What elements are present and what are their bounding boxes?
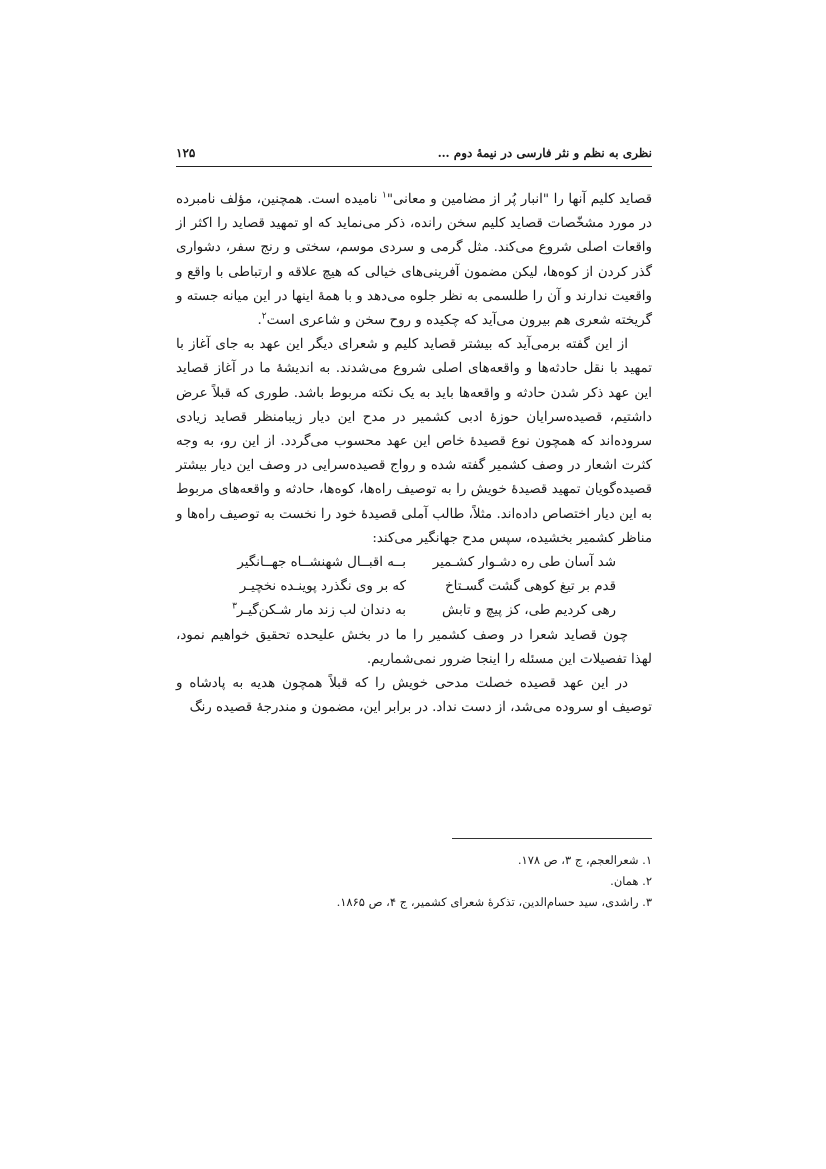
running-title: نظری به نظم و نثر فارسی در نیمهٔ دوم … <box>437 146 652 160</box>
poem-verses <box>176 551 652 624</box>
paragraph-1: قصاید کلیم آنها را "انبار پُر از مضامین و معانی"$^۱$ نامیده است. همچنین، مؤلف نامبرده در مورد مشخّصات قصاید کلیم سخن رانده، ذکر می‌نماید که او تمهید قصاید را اکثر از واقعات اصلی شروع می‌کند. مثل گرمی و سردی موسم، سختی و رنج سفر، دشواری گذر کردن از کوه‌ها، لیکن مضمون آفرینی‌های خیالی که هیچ علاقه و ارتباطی با واقع و واقعیت ندارند و آن را طلسمی به نظر جلوه می‌دهد و با همهٔ اینها در این میانه جسته و گریخته شعری هم بیرون می‌آید که چکیده و روح سخن و شاعری است$^۲$. <box>176 190 652 329</box>
page-header <box>176 143 652 163</box>
verse-hemistich-first: قدم بر تیغ کوهی گشت گسـتاخ <box>444 579 616 595</box>
footnote-item: ۳. راشدی، سید حسام‌الدین، تذکرهٔ شعرای کشمیر، ج ۴، ص ۱۸۶۵. <box>336 895 652 909</box>
paragraph-4: در این عهد قصیده خصلت مدحی خویش را که قبلاً همچون هدیه به پادشاه و توصیف او سروده می‌شد، از دست نداد. در برابر این، مضمون و مندرجهٔ قصیده رنگ <box>176 676 652 716</box>
header-rule <box>176 166 652 167</box>
footnote-ref-1: ۱ <box>382 190 387 201</box>
footnotes <box>176 850 652 913</box>
verse-hemistich-first: شد آسان طی ره دشـوار کشـمیر <box>432 555 616 571</box>
verse-hemistich-second: که بر وی نگذرد پوینـده نخچیـر <box>239 579 406 595</box>
footnote-item: ۲. همان. <box>610 874 652 888</box>
paragraph-2: از این گفته برمی‌آید که بیشتر قصاید کلیم و شعرای دیگر این عهد به جای آغاز با تمهید با نقل حادثه‌ها و واقعه‌های اصلی شروع می‌شدند. به اندیشهٔ ما در آغاز قصاید این عهد ذکر شدن حادثه و واقعه‌ها باید به یک نکته مربوط باشد. طوری که قبلاً عرض داشتیم، قصیده‌سرایان حوزهٔ ادبی کشمیر در مدح این دیار زیبامنظر قصاید زیادی سروده‌اند که همچون نوع قصیدهٔ خاص این عهد محسوب می‌گردد. از این رو، به وجه کثرت اشعار در وصف کشمیر گفته شده و رواج قصیده‌سرایی در وصف این دیار بیشتر قصیده‌گویان تمهید قصیدهٔ خویش را به توصیف راه‌ها، کوه‌ها، حادثه و واقعه‌های مربوط به این دیار اختصاص داده‌اند. مثلاً، طالب آملی قصیدهٔ خود را نخست به توصیف راه‌ها و مناظر کشمیر بخشیده، سپس مدح جهانگیر می‌کند: <box>176 337 652 546</box>
footnote-ref-2: ۲ <box>261 311 267 322</box>
verse-line <box>176 551 652 575</box>
page-number: ۱۲۵ <box>176 146 196 160</box>
footnote-ref-3: ۳ <box>232 601 237 612</box>
footnote-rule <box>452 838 652 839</box>
footnote-item: ۱. شعرالعجم، ج ۳، ص ۱۷۸. <box>517 853 652 867</box>
verse-hemistich-second: به دندان لب زند مار شـکن‌گیـر$^۳$ <box>232 601 406 619</box>
main-text <box>176 188 652 720</box>
verse-line <box>176 599 652 623</box>
verse-line <box>176 575 652 599</box>
paragraph-3: چون قصاید شعرا در وصف کشمیر را ما در بخش علیحده تحقیق خواهیم نمود، لهذا تفصیلات این مسئله را اینجا ضرور نمی‌شماریم. <box>176 627 652 667</box>
verse-hemistich-first: رهی کردیم طی، کز پیچ و تابش <box>442 603 616 619</box>
verse-hemistich-second: بــه اقبــال شهنشــاه جهــانگیر <box>237 555 406 571</box>
